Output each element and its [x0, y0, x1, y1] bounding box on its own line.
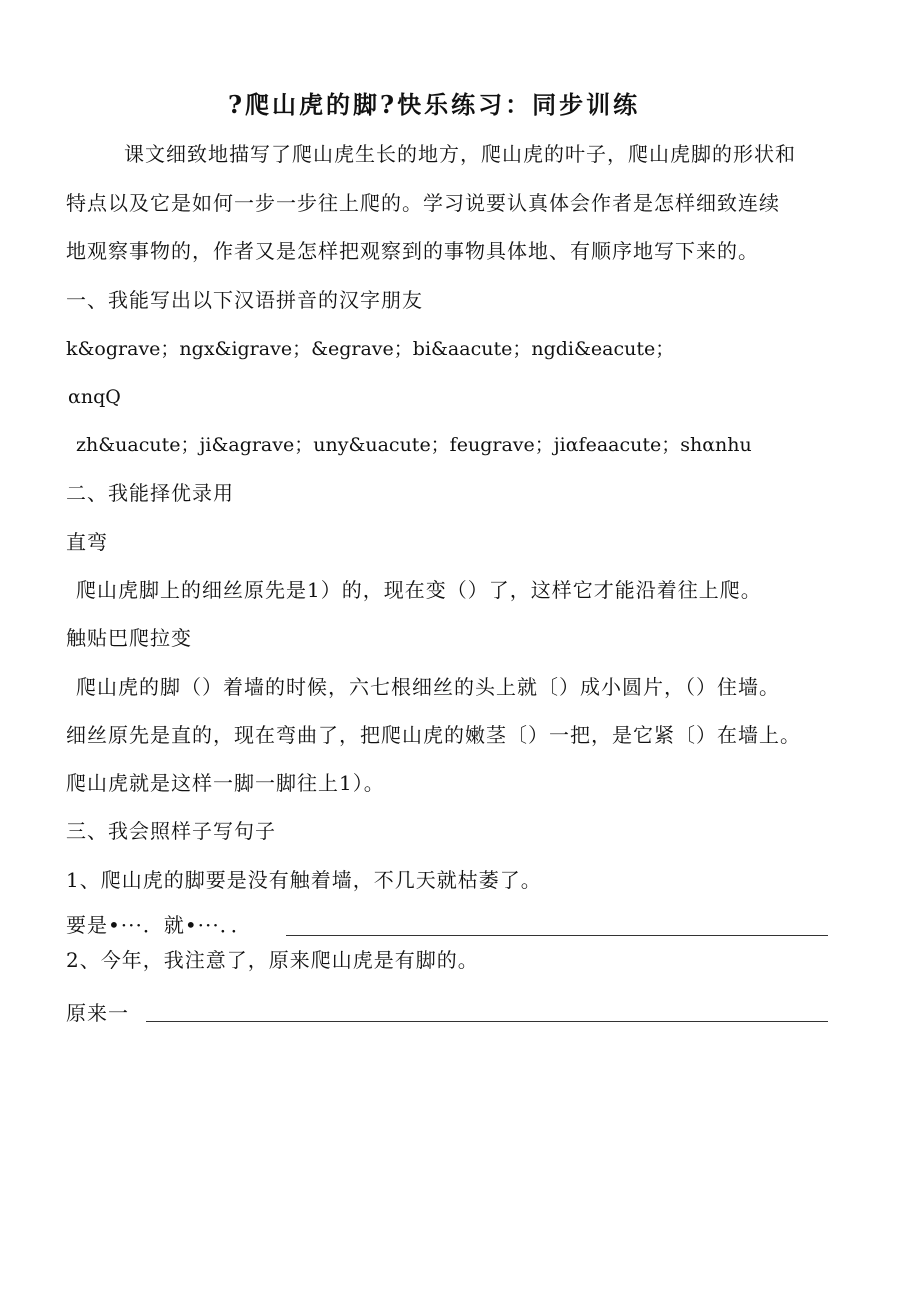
word-choices-a: 直弯 [66, 530, 108, 554]
intro-line-1: 课文细致地描写了爬山虎生长的地方，爬山虎的叶子，爬山虎脚的形状和 [124, 142, 796, 166]
page-title: ?爬山虎的脚?快乐练习：同步训练 [228, 90, 641, 119]
intro-line-3: 地观察事物的，作者又是怎样把观察到的事物具体地、有顺序地写下来的。 [66, 239, 759, 263]
answer-line-2[interactable] [146, 1021, 828, 1022]
example-sentence-2: 2、今年，我注意了，原来爬山虎是有脚的。 [66, 948, 479, 972]
section-2-heading: 二、我能择优录用 [66, 481, 234, 505]
sentence-prompt-1: 要是•···．就•···．． [66, 913, 252, 937]
section-1-heading: 一、我能写出以下汉语拼音的汉字朋友 [66, 288, 423, 312]
example-sentence-1: 1、爬山虎的脚要是没有触着墙，不几天就枯萎了。 [66, 868, 542, 892]
answer-line-1[interactable] [286, 935, 828, 936]
section-3-heading: 三、我会照样子写句子 [66, 819, 276, 843]
sentence-prompt-2: 原来一 [66, 1001, 129, 1025]
pinyin-line-2: αnqQ [68, 386, 121, 408]
intro-line-2: 特点以及它是如何一步一步往上爬的。学习说要认真体会作者是怎样细致连续 [66, 191, 780, 215]
fill-blank-sentence-b-line-2: 细丝原先是直的，现在弯曲了，把爬山虎的嫩茎〔）一把，是它紧〔）在墙上。 [66, 723, 801, 747]
fill-blank-sentence-a: 爬山虎脚上的细丝原先是1）的，现在变（）了，这样它才能沿着往上爬。 [76, 578, 762, 602]
pinyin-line-3: zh&uacute；ji&agrave；uny&uacute；feugrave；jiαfeaacute；shαnhu [76, 434, 752, 456]
fill-blank-sentence-b-line-1: 爬山虎的脚（）着墙的时候，六七根细丝的头上就〔）成小圆片，（）住墙。 [76, 675, 780, 699]
word-choices-b: 触贴巴爬拉变 [66, 626, 192, 650]
fill-blank-sentence-b-line-3: 爬山虎就是这样一脚一脚往上1）。 [66, 771, 385, 795]
pinyin-line-1: k&ograve；ngx&igrave；&egrave；bi&aacute；ngdi&eacute； [66, 338, 675, 360]
